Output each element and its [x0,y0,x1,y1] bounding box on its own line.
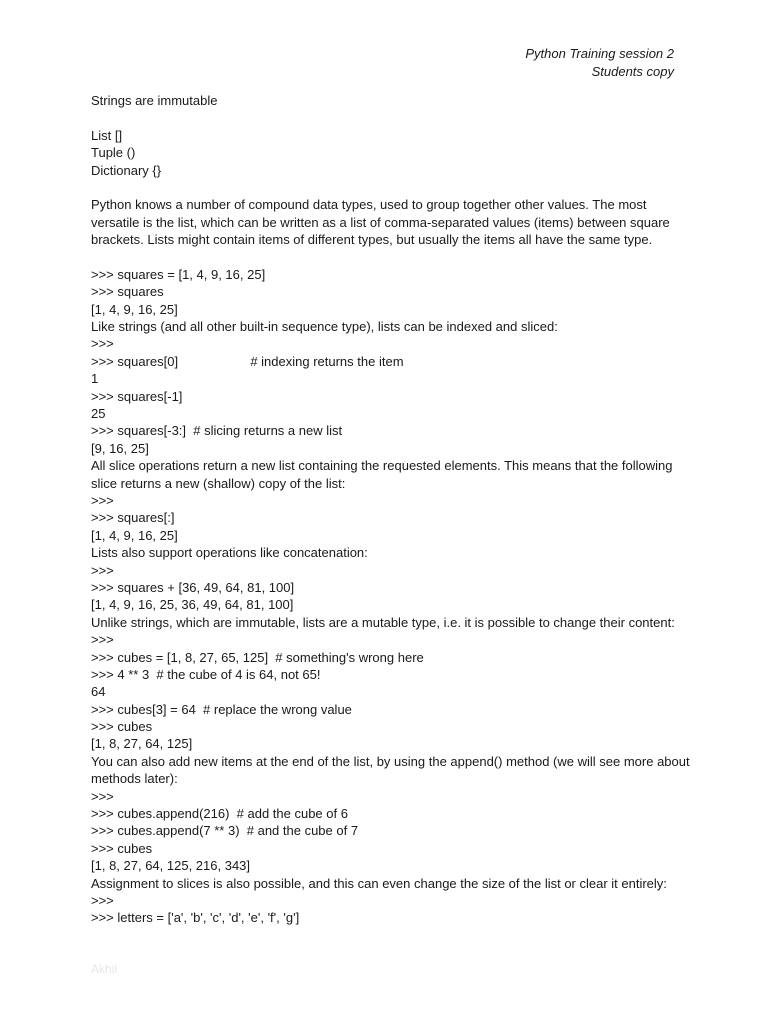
code-line: >>> [91,336,114,352]
code-output: [1, 4, 9, 16, 25] [91,527,178,543]
code-line: >>> cubes.append(216) # add the cube of 6 [91,806,348,822]
code-line: >>> cubes [91,719,153,735]
code-line: >>> squares [91,284,164,300]
code-line: >>> cubes [91,840,153,856]
code-line: >>> squares[-1] [91,388,183,404]
code-output: [1, 4, 9, 16, 25] [91,301,178,317]
code-line: >>> squares + [36, 49, 64, 81, 100] [91,579,295,595]
spacer [91,109,691,126]
code-line: >>> [91,492,114,508]
type-tuple: Tuple () [91,145,136,161]
code-output: 25 [91,406,106,422]
type-list: List [] [91,127,123,143]
code-line: >>> cubes.append(7 ** 3) # and the cube of 7 [91,823,359,839]
code-line: >>> cubes = [1, 8, 27, 65, 125] # something's wrong here [91,649,424,665]
explanation-line: Lists also support operations like concatenation: [91,545,368,561]
explanation-line: Like strings (and all other built-in sequence type), lists can be indexed and sliced: [91,319,558,335]
code-line: >>> squares[-3:] # slicing returns a new list [91,423,343,439]
explanation-line: You can also add new items at the end of the list, by using the append() method (we will see more about [91,753,690,769]
type-dictionary: Dictionary {} [91,162,162,178]
code-output: [1, 4, 9, 16, 25, 36, 49, 64, 81, 100] [91,597,294,613]
code-output: [1, 8, 27, 64, 125, 216, 343] [91,858,251,874]
code-line: >>> squares[0] # indexing returns the item [91,353,404,369]
document-body [91,92,691,927]
code-output: [1, 8, 27, 64, 125] [91,736,193,752]
code-output: 64 [91,684,106,700]
code-line: >>> [91,788,114,804]
code-line: >>> [91,892,114,908]
explanation-line: Assignment to slices is also possible, and this can even change the size of the list or clear it entirely: [91,875,667,891]
code-line: >>> squares = [1, 4, 9, 16, 25] [91,266,266,282]
page-header [525,45,674,80]
header-subtitle: Students copy [591,63,674,79]
code-line: >>> 4 ** 3 # the cube of 4 is 64, not 65! [91,666,321,682]
code-line: >>> [91,562,114,578]
spacer [91,249,691,266]
explanation-line: slice returns a new (shallow) copy of the list: [91,475,346,491]
code-line: >>> [91,632,114,648]
code-line: >>> letters = ['a', 'b', 'c', 'd', 'e', 'f', 'g'] [91,910,300,926]
spacer [91,179,691,196]
code-line: >>> cubes[3] = 64 # replace the wrong value [91,701,352,717]
footer-watermark: Akhil [91,962,118,976]
code-output: 1 [91,371,99,387]
intro-line: versatile is the list, which can be written as a list of comma-separated values (items) between square [91,214,670,230]
code-line: >>> squares[:] [91,510,175,526]
code-output: [9, 16, 25] [91,440,149,456]
header-title: Python Training session 2 [525,46,674,61]
intro-line: Python knows a number of compound data types, used to group together other values. The most [91,197,647,213]
explanation-line: methods later): [91,771,178,787]
intro-line: brackets. Lists might contain items of different types, but usually the items all have the same type. [91,232,653,248]
explanation-line: Unlike strings, which are immutable, lists are a mutable type, i.e. it is possible to change their content: [91,614,675,630]
section-heading: Strings are immutable [91,93,218,108]
explanation-line: All slice operations return a new list containing the requested elements. This means that the following [91,458,673,474]
